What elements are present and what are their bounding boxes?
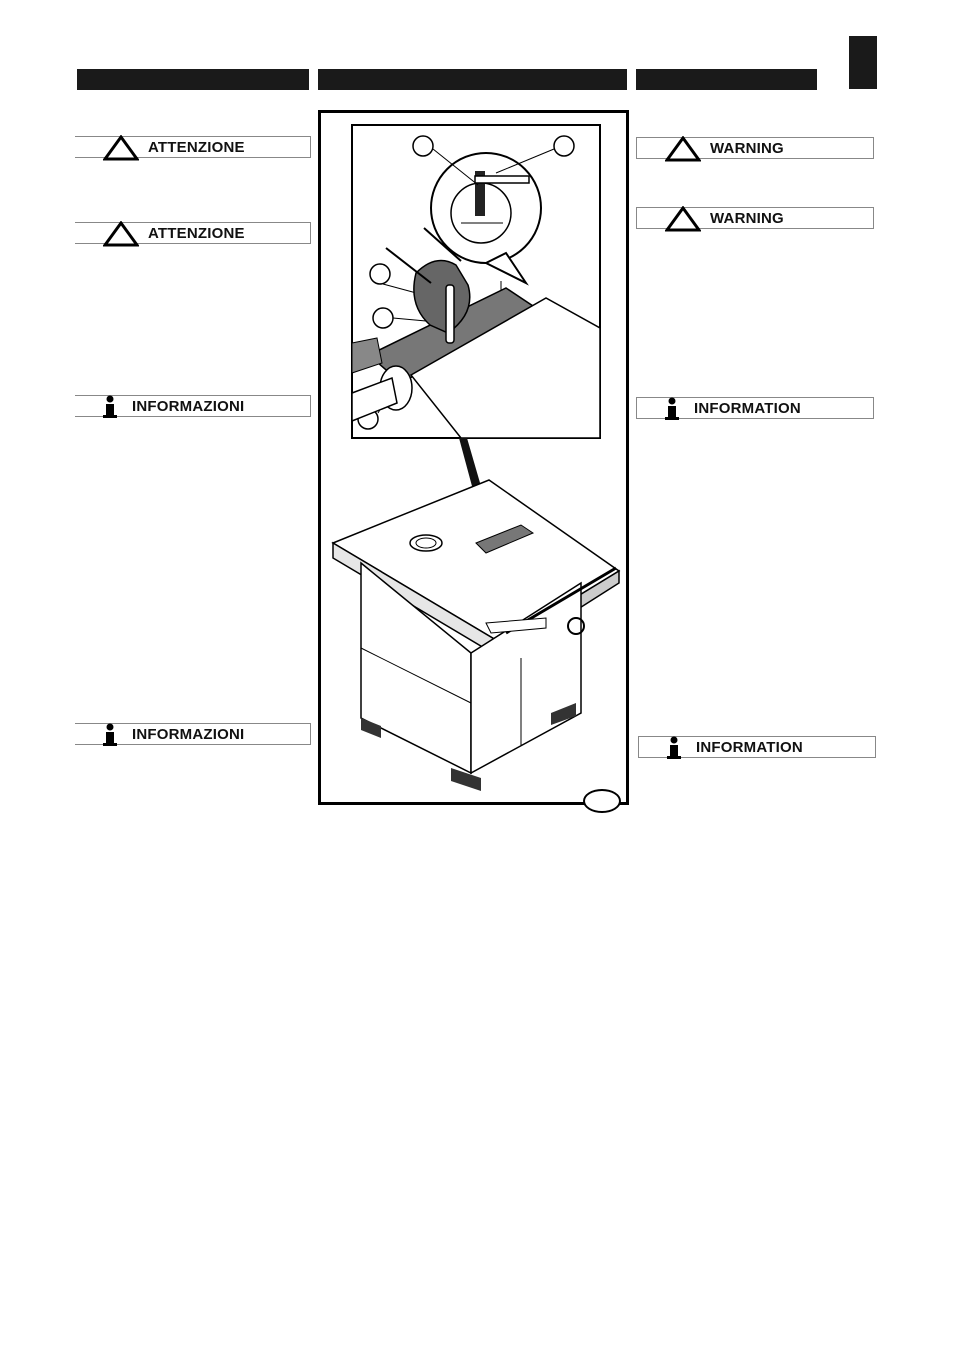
- header-bar-english: [636, 69, 817, 90]
- callout-circle: [370, 264, 390, 284]
- notice-warning-it-2: [75, 222, 311, 244]
- callout-circle: [373, 308, 393, 328]
- notice-info-it-1: [75, 395, 311, 417]
- notice-label: WARNING: [710, 210, 784, 227]
- info-i-icon: [664, 736, 684, 760]
- warning-triangle-icon: [103, 221, 139, 247]
- callout-circle: [413, 136, 433, 156]
- notice-warning-it-1: [75, 136, 311, 158]
- notice-label: ATTENZIONE: [148, 139, 245, 156]
- header-bar-figure: [318, 69, 627, 90]
- language-tab: [849, 36, 877, 89]
- notice-info-it-2: [75, 723, 311, 745]
- notice-label: ATTENZIONE: [148, 225, 245, 242]
- info-i-icon: [662, 397, 682, 421]
- page-number-oval: [583, 789, 621, 813]
- header-bar-italian: [77, 69, 309, 90]
- callout-circle: [554, 136, 574, 156]
- warning-triangle-icon: [665, 206, 701, 232]
- notice-warning-en-2: [636, 207, 874, 229]
- notice-label: INFORMAZIONI: [132, 726, 245, 743]
- info-i-icon: [100, 395, 120, 419]
- spindle-moulder-machine: [333, 480, 619, 791]
- warning-triangle-icon: [665, 136, 701, 162]
- notice-label: INFORMATION: [696, 739, 803, 756]
- info-i-icon: [100, 723, 120, 747]
- machine-illustration: [321, 113, 626, 802]
- notice-label: INFORMATION: [694, 400, 801, 417]
- notice-label: INFORMAZIONI: [132, 398, 245, 415]
- figure-frame: [318, 110, 629, 805]
- notice-info-en-1: [636, 397, 874, 419]
- magnifier-circle: [431, 153, 541, 263]
- notice-warning-en-1: [636, 137, 874, 159]
- notice-info-en-2: [638, 736, 876, 758]
- notice-label: WARNING: [710, 140, 784, 157]
- warning-triangle-icon: [103, 135, 139, 161]
